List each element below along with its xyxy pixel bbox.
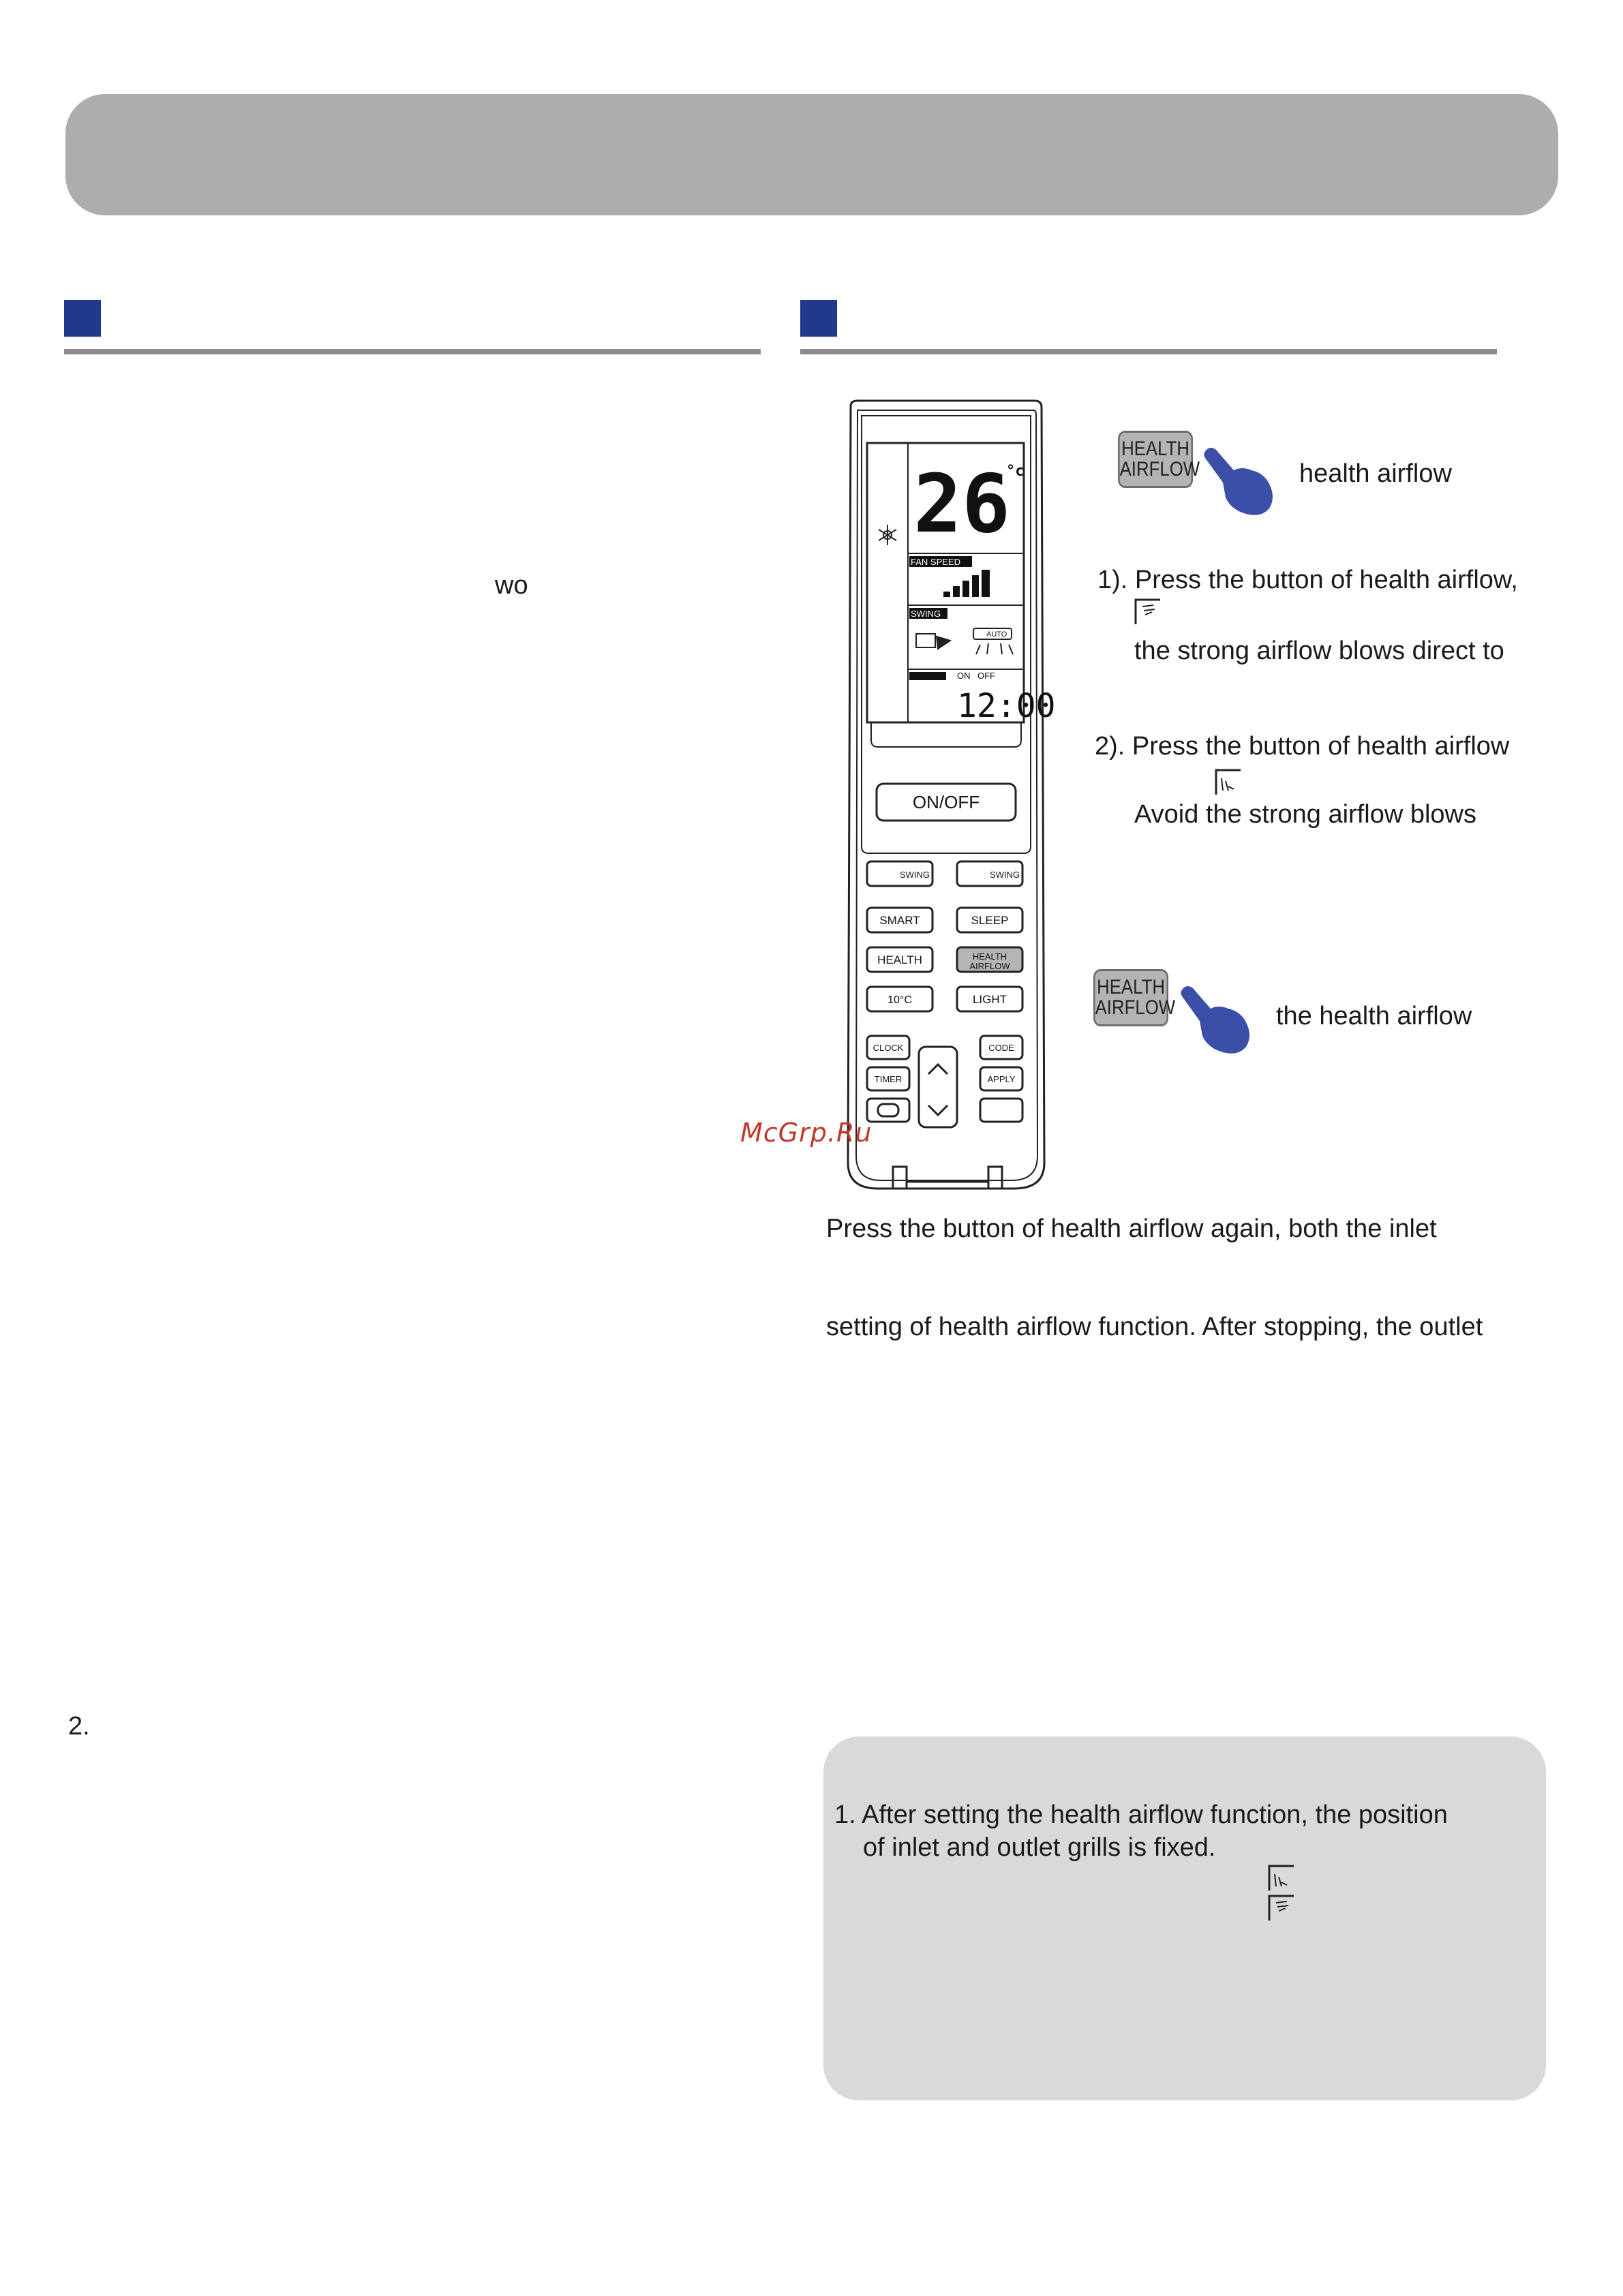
remote-unit: °c [1006, 463, 1025, 480]
fan-speed-bars-icon [943, 570, 990, 597]
inlet-grill-icon [1213, 767, 1243, 797]
remote-apply-button: APPLY [987, 1074, 1016, 1084]
health-airflow-button-bottom [1093, 969, 1176, 1026]
remote-clock: 12:00 [957, 687, 1056, 725]
remote-10c-button: 10°C [888, 994, 912, 1006]
remote-swing-button-right: SWING [990, 870, 1020, 880]
pointing-hand-icon-bottom [1179, 981, 1254, 1056]
remote-health-airflow-line2: AIRFLOW [969, 961, 1010, 971]
remote-fan-speed-label: FAN SPEED [911, 557, 960, 567]
left-section-marker [64, 300, 101, 337]
step2-line1: 2). Press the button of health airflow [1095, 732, 1510, 761]
bottom-instruction-text: the health airflow [1276, 1002, 1472, 1030]
left-section-rule [64, 349, 761, 354]
remote-light-button: LIGHT [972, 993, 1007, 1006]
left-fragment-wo: wo [495, 571, 528, 600]
step1-line1: 1). Press the button of health airflow, [1097, 566, 1518, 594]
remote-swing-button-left: SWING [900, 870, 930, 880]
remote-control-illustration [830, 399, 1062, 1197]
remote-code-button: CODE [988, 1043, 1014, 1053]
health-airflow-top-line2: AIRFLOW [1119, 458, 1200, 480]
remote-swing-label: SWING [911, 609, 941, 619]
top-instruction-text: health airflow [1299, 459, 1452, 488]
remote-health-button: HEALTH [877, 953, 922, 966]
remote-on-label: ON [957, 671, 971, 681]
health-airflow-top-line1: HEALTH [1121, 438, 1189, 460]
remote-clock-button: CLOCK [873, 1043, 904, 1053]
health-airflow-bottom-line2: AIRFLOW [1095, 996, 1176, 1019]
note-line2: of inlet and outlet grills is fixed. [863, 1833, 1216, 1862]
remote-smart-button: SMART [879, 914, 920, 927]
left-item-number: 2. [68, 1712, 90, 1741]
remote-auto-label: AUTO [986, 630, 1007, 639]
note-line1: 1. After setting the health airflow function, the position [834, 1801, 1448, 1829]
outlet-grill-icon [1133, 597, 1163, 627]
remote-off-label: OFF [977, 671, 995, 681]
step1-line2: the strong airflow blows direct to [1134, 637, 1504, 665]
right-section-marker [800, 300, 837, 337]
snowflake-icon [879, 525, 896, 545]
note-box [823, 1736, 1546, 2100]
remote-temperature: 26 [913, 457, 1011, 551]
watermark: McGrp.Ru [740, 1118, 873, 1148]
paragraph-line2: setting of health airflow function. After stopping, the outlet [826, 1313, 1483, 1341]
paragraph-line1: Press the button of health airflow again, both the inlet [826, 1214, 1437, 1243]
header-banner [65, 94, 1558, 215]
remote-onoff-button: ON/OFF [912, 792, 980, 812]
outlet-grill-icon-note [1266, 1893, 1296, 1923]
right-section-rule [800, 349, 1497, 354]
remote-timer-button: TIMER [874, 1074, 902, 1084]
inlet-grill-icon-note [1266, 1863, 1296, 1893]
remote-health-airflow-line1: HEALTH [972, 951, 1007, 962]
remote-sleep-button: SLEEP [971, 914, 1009, 927]
health-airflow-button-top [1118, 431, 1200, 488]
step2-line2: Avoid the strong airflow blows [1134, 800, 1476, 829]
pointing-hand-icon [1202, 443, 1277, 518]
health-airflow-bottom-line1: HEALTH [1097, 976, 1165, 998]
